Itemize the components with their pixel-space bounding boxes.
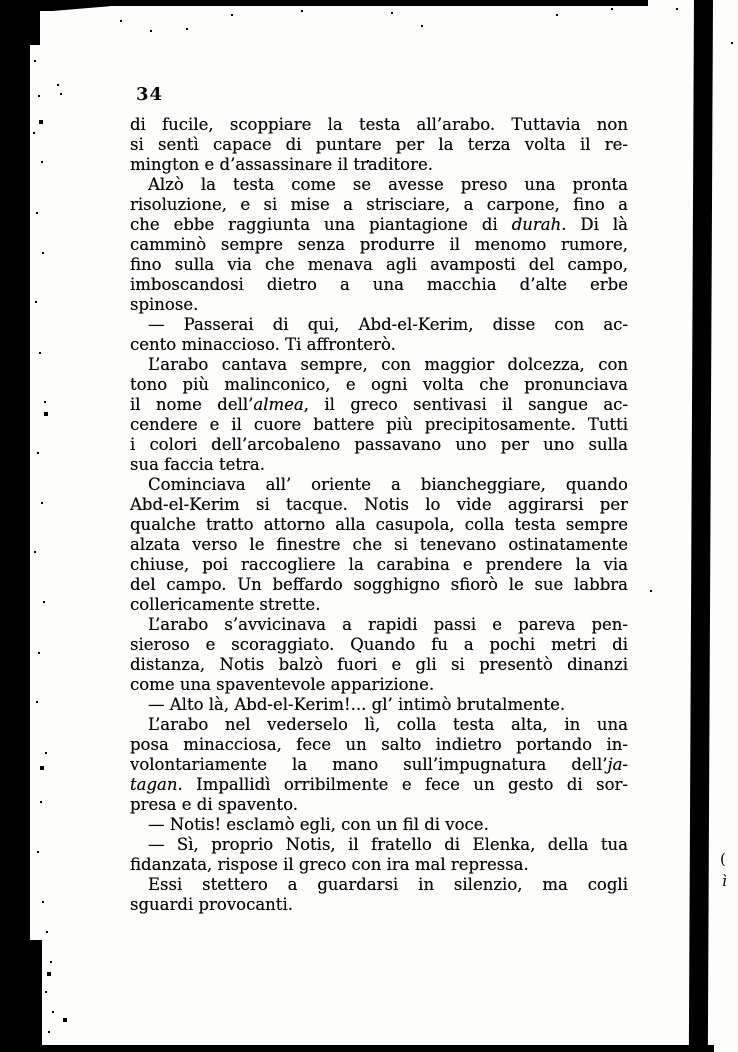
text-line: presa e di spavento. (130, 795, 298, 814)
text-block (130, 115, 628, 915)
text-line: Essi stettero a guardarsi in silenzio, ma cogli (148, 875, 628, 894)
text-line: L’arabo s’avvicinava a rapidi passi e pareva pen- (148, 615, 628, 634)
scan-border-right-bar (689, 0, 713, 1052)
text-line: che ebbe raggiunta una piantagione di durah. Di là (130, 215, 628, 234)
text-line: — Alto là, Abd-el-Kerim!... gl’ intimò brutalmente. (148, 695, 566, 714)
text-line: L’arabo cantava sempre, con maggior dolcezza, con (148, 355, 628, 374)
text-line: distanza, Notis balzò fuori e gli si presentò dinanzi (130, 655, 628, 674)
text-line: tono più malinconico, e ogni volta che pronunciava (130, 375, 628, 394)
text-line: i colori dell’arcobaleno passavano uno per uno sulla (130, 435, 628, 454)
scan-bleed-mark: ( (720, 850, 726, 868)
scan-border-bottom (0, 1045, 714, 1052)
text-line: come una spaventevole apparizione. (130, 675, 435, 694)
text-line: imboscandosi dietro a una macchia d’alte erbe (130, 275, 628, 294)
text-line: cendere e il cuore battere più precipitosamente. Tutti (130, 415, 628, 434)
text-line: posa minacciosa, fece un salto indietro portando in- (130, 735, 628, 754)
text-line: di fucile, scoppiare la testa all’arabo. Tuttavia non (130, 115, 628, 134)
text-line: fino sulla via che menava agli avamposti del campo, (130, 255, 628, 274)
text-line: spinose. (130, 295, 199, 314)
scan-border-left-bottom (0, 940, 42, 1052)
text-line: Cominciava all’ oriente a biancheggiare, quando (148, 475, 628, 494)
text-line: — Sì, proprio Notis, il fratello di Elenka, della tua (148, 835, 628, 854)
text-line: camminò sempre senza produrre il menomo rumore, (130, 235, 628, 254)
text-line: alzata verso le finestre che si tenevano ostinatamente (130, 535, 628, 554)
text-line: Abd-el-Kerim si tacque. Notis lo vide aggirarsi per (130, 495, 628, 514)
text-line: del campo. Un beffardo sogghigno sfiorò le sue labbra (130, 575, 628, 594)
text-line: fidanzata, rispose il greco con ira mal repressa. (130, 855, 529, 874)
text-line: Alzò la testa come se avesse preso una pronta (148, 175, 628, 194)
text-line: si sentì capace di puntare per la terza volta il re- (130, 135, 628, 154)
scan-noise-speckles-large (0, 0, 4, 4)
text-line: sguardi provocanti. (130, 895, 293, 914)
text-line: — Passerai di qui, Abd-el-Kerim, disse con ac- (148, 315, 628, 334)
scan-bleed-mark: ì (722, 872, 727, 890)
text-line: mington e d’assassinare il traditore. (130, 155, 434, 174)
scan-border-left (0, 0, 30, 1052)
text-line: sieroso e scoraggiato. Quando fu a pochi metri di (130, 635, 628, 654)
text-line: volontariamente la mano sull’impugnatura dell’ja- (130, 755, 628, 774)
text-line: cento minaccioso. Ti affronterò. (130, 335, 396, 354)
text-line: il nome dell’almea, il greco sentivasi il sangue ac- (130, 395, 628, 414)
text-line: risoluzione, e si mise a strisciare, a carpone, fino a (130, 195, 628, 214)
text-line: sua faccia tetra. (130, 455, 265, 474)
text-line: tagan. Impallidì orribilmente e fece un gesto di sor- (130, 775, 628, 794)
text-line: collericamente strette. (130, 595, 321, 614)
text-line: L’arabo nel vederselo lì, colla testa alta, in una (148, 715, 628, 734)
text-line: chiuse, poi raccogliere la carabina e prendere la via (130, 555, 628, 574)
text-line: — Notis! esclamò egli, con un fil di voce. (148, 815, 489, 834)
text-line: qualche tratto attorno alla casupola, colla testa sempre (130, 515, 628, 534)
page-number: 34 (136, 84, 164, 105)
